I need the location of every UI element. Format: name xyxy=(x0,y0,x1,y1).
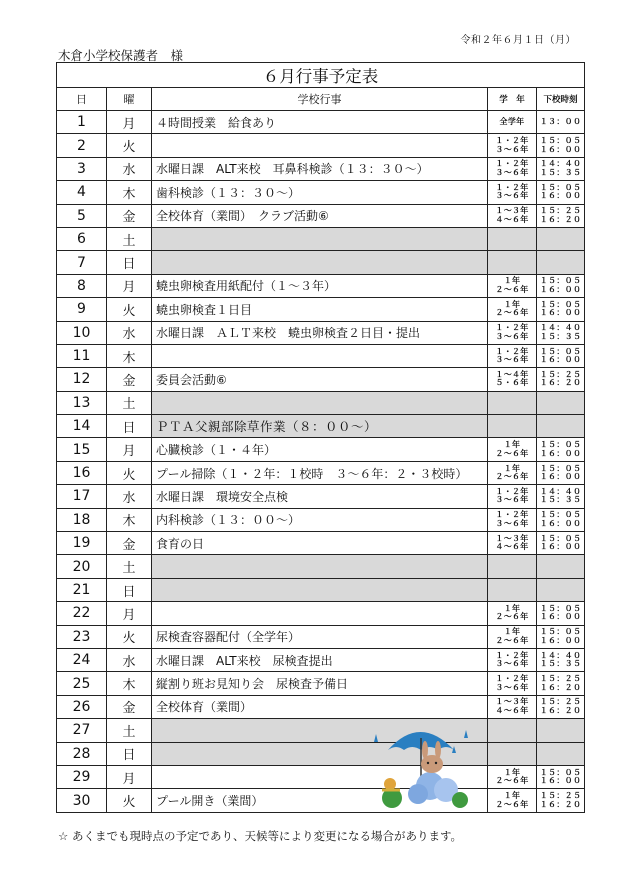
weekday-cell: 木 xyxy=(107,344,152,367)
table-row xyxy=(57,508,585,531)
dismissal-time-cell: １５：０５ １６：００ xyxy=(537,532,585,555)
dismissal-time-cell xyxy=(537,742,585,765)
day-cell: 15 xyxy=(57,438,107,461)
weekday-cell: 水 xyxy=(107,321,152,344)
table-row xyxy=(57,298,585,321)
dismissal-time-cell: １５：０５ １６：００ xyxy=(537,602,585,625)
day-cell: 5 xyxy=(57,204,107,227)
table-row xyxy=(57,765,585,788)
dismissal-time-cell: １５：０５ １６：００ xyxy=(537,765,585,788)
grade-cell: １～４年 ５・６年 xyxy=(488,368,537,391)
dismissal-time-cell xyxy=(537,227,585,250)
weekday-cell: 月 xyxy=(107,274,152,297)
day-cell: 26 xyxy=(57,695,107,718)
table-row xyxy=(57,157,585,180)
table-row xyxy=(57,742,585,765)
dismissal-time-cell: １５：２５ １６：２０ xyxy=(537,368,585,391)
event-cell: ４時間授業 給食あり xyxy=(152,111,488,134)
grade-cell xyxy=(488,391,537,414)
weekday-cell: 土 xyxy=(107,227,152,250)
dismissal-time-cell: １４：４０ １５：３５ xyxy=(537,321,585,344)
day-cell: 27 xyxy=(57,719,107,742)
rabbit-umbrella-illustration xyxy=(370,720,474,812)
grade-cell xyxy=(488,555,537,578)
table-row xyxy=(57,438,585,461)
grade-cell: １年 ２～６年 xyxy=(488,298,537,321)
weekday-cell: 水 xyxy=(107,485,152,508)
table-row xyxy=(57,227,585,250)
day-cell: 6 xyxy=(57,227,107,250)
event-cell xyxy=(152,251,488,274)
weekday-cell: 月 xyxy=(107,602,152,625)
weekday-cell: 火 xyxy=(107,134,152,157)
grade-cell xyxy=(488,251,537,274)
dismissal-time-cell: １５：２５ １６：２０ xyxy=(537,204,585,227)
event-cell: プール開き（業間） xyxy=(152,789,488,812)
table-row xyxy=(57,672,585,695)
addressee: 木倉小学校保護者 様 xyxy=(58,48,184,63)
day-cell: 19 xyxy=(57,532,107,555)
event-cell: 縦割り班お見知り会 尿検査予備日 xyxy=(152,672,488,695)
grade-cell: １年 ２～６年 xyxy=(488,461,537,484)
grade-cell xyxy=(488,578,537,601)
grade-cell: １・２年 ３～６年 xyxy=(488,672,537,695)
dismissal-time-cell xyxy=(537,415,585,438)
table-row xyxy=(57,625,585,648)
dismissal-time-cell: １５：０５ １６：００ xyxy=(537,298,585,321)
schedule-sheet xyxy=(56,62,584,813)
dismissal-time-cell: １５：０５ １６：００ xyxy=(537,508,585,531)
dismissal-time-cell: １５：０５ １６：００ xyxy=(537,438,585,461)
weekday-cell: 木 xyxy=(107,672,152,695)
grade-cell: 全学年 xyxy=(488,111,537,134)
weekday-cell: 日 xyxy=(107,578,152,601)
dismissal-time-cell xyxy=(537,719,585,742)
day-cell: 22 xyxy=(57,602,107,625)
day-cell: 23 xyxy=(57,625,107,648)
header-time: 下校時刻 xyxy=(537,88,585,111)
dismissal-time-cell: １３：００ xyxy=(537,111,585,134)
dismissal-time-cell xyxy=(537,391,585,414)
grade-cell xyxy=(488,415,537,438)
dismissal-time-cell: １５：０５ １６：００ xyxy=(537,625,585,648)
grade-cell: １～３年 ４～６年 xyxy=(488,532,537,555)
footer-note: ☆ あくまでも現時点の予定であり、天候等により変更になる場合があります。 xyxy=(58,829,463,843)
day-cell: 2 xyxy=(57,134,107,157)
umbrella-icon xyxy=(388,732,454,780)
day-cell: 30 xyxy=(57,789,107,812)
day-cell: 16 xyxy=(57,461,107,484)
dismissal-time-cell: １４：４０ １５：３５ xyxy=(537,485,585,508)
table-row xyxy=(57,274,585,297)
weekday-cell: 日 xyxy=(107,251,152,274)
event-cell: 水曜日課 ＡＬＴ来校 蟯虫卵検査２日目・提出 xyxy=(152,321,488,344)
dismissal-time-cell: １５：２５ １６：２０ xyxy=(537,695,585,718)
weekday-cell: 水 xyxy=(107,157,152,180)
event-cell: 蟯虫卵検査１日目 xyxy=(152,298,488,321)
grade-cell: １・２年 ３～６年 xyxy=(488,321,537,344)
grade-cell: １～３年 ４～６年 xyxy=(488,204,537,227)
grade-cell: １～３年 ４～６年 xyxy=(488,695,537,718)
day-cell: 20 xyxy=(57,555,107,578)
table-row xyxy=(57,368,585,391)
header-day: 日 xyxy=(57,88,107,111)
event-cell xyxy=(152,578,488,601)
dismissal-time-cell: １５：０５ １６：００ xyxy=(537,344,585,367)
table-row xyxy=(57,578,585,601)
weekday-cell: 月 xyxy=(107,765,152,788)
day-cell: 13 xyxy=(57,391,107,414)
header-event: 学校行事 xyxy=(152,88,488,111)
event-cell: 委員会活動⑥ xyxy=(152,368,488,391)
weekday-cell: 金 xyxy=(107,368,152,391)
schedule-table xyxy=(56,62,585,813)
day-cell: 8 xyxy=(57,274,107,297)
table-row xyxy=(57,461,585,484)
weekday-cell: 火 xyxy=(107,461,152,484)
day-cell: 4 xyxy=(57,181,107,204)
snail-icon xyxy=(382,778,400,790)
grade-cell: １・２年 ３～６年 xyxy=(488,181,537,204)
grade-cell xyxy=(488,227,537,250)
table-row xyxy=(57,648,585,671)
day-cell: 24 xyxy=(57,648,107,671)
header-grade: 学 年 xyxy=(488,88,537,111)
event-cell xyxy=(152,134,488,157)
table-row xyxy=(57,602,585,625)
day-cell: 25 xyxy=(57,672,107,695)
weekday-cell: 日 xyxy=(107,415,152,438)
event-cell: 全校体育（業間） xyxy=(152,695,488,718)
weekday-cell: 金 xyxy=(107,532,152,555)
table-row xyxy=(57,391,585,414)
weekday-cell: 火 xyxy=(107,298,152,321)
day-cell: 18 xyxy=(57,508,107,531)
dismissal-time-cell: １５：０５ １６：００ xyxy=(537,134,585,157)
weekday-cell: 月 xyxy=(107,438,152,461)
header-weekday: 曜 xyxy=(107,88,152,111)
grade-cell: １・２年 ３～６年 xyxy=(488,157,537,180)
weekday-cell: 木 xyxy=(107,508,152,531)
event-cell xyxy=(152,602,488,625)
weekday-cell: 木 xyxy=(107,181,152,204)
table-row xyxy=(57,251,585,274)
grade-cell: １・２年 ３～６年 xyxy=(488,344,537,367)
event-cell xyxy=(152,555,488,578)
schedule-rows xyxy=(57,111,585,813)
day-cell: 14 xyxy=(57,415,107,438)
weekday-cell: 日 xyxy=(107,742,152,765)
day-cell: 17 xyxy=(57,485,107,508)
table-row xyxy=(57,321,585,344)
weekday-cell: 土 xyxy=(107,555,152,578)
grade-cell: １年 ２～６年 xyxy=(488,765,537,788)
dismissal-time-cell: １５：０５ １６：００ xyxy=(537,181,585,204)
grade-cell: １年 ２～６年 xyxy=(488,602,537,625)
event-cell: 食育の日 xyxy=(152,532,488,555)
table-row xyxy=(57,532,585,555)
day-cell: 21 xyxy=(57,578,107,601)
event-cell: 水曜日課 ALT来校 耳鼻科検診（１３：３０～） xyxy=(152,157,488,180)
grade-cell xyxy=(488,742,537,765)
table-row xyxy=(57,415,585,438)
dismissal-time-cell: １４：４０ １５：３５ xyxy=(537,648,585,671)
table-row xyxy=(57,555,585,578)
event-cell: 水曜日課 ALT来校 尿検査提出 xyxy=(152,648,488,671)
event-cell xyxy=(152,344,488,367)
weekday-cell: 火 xyxy=(107,789,152,812)
weekday-cell: 金 xyxy=(107,204,152,227)
event-cell: 心臓検診（１・４年） xyxy=(152,438,488,461)
grade-cell: １年 ２～６年 xyxy=(488,274,537,297)
weekday-cell: 水 xyxy=(107,648,152,671)
table-row xyxy=(57,789,585,812)
event-cell: プール掃除（１・２年：１校時 ３～６年：２・３校時） xyxy=(152,461,488,484)
dismissal-time-cell: １５：２５ １６：２０ xyxy=(537,672,585,695)
day-cell: 10 xyxy=(57,321,107,344)
event-cell: 歯科検診（１３：３０～） xyxy=(152,181,488,204)
event-cell: 全校体育（業間） クラブ活動⑥ xyxy=(152,204,488,227)
table-row xyxy=(57,695,585,718)
day-cell: 1 xyxy=(57,111,107,134)
weekday-cell: 月 xyxy=(107,111,152,134)
dismissal-time-cell xyxy=(537,251,585,274)
weekday-cell: 土 xyxy=(107,719,152,742)
weekday-cell: 土 xyxy=(107,391,152,414)
table-row xyxy=(57,181,585,204)
table-title: ６月行事予定表 xyxy=(57,63,585,88)
weekday-cell: 火 xyxy=(107,625,152,648)
grade-cell: １・２年 ３～６年 xyxy=(488,508,537,531)
issue-date: 令和２年６月１日（月） xyxy=(460,35,576,46)
table-row xyxy=(57,111,585,134)
grade-cell xyxy=(488,719,537,742)
dismissal-time-cell: １４：４０ １５：３５ xyxy=(537,157,585,180)
event-cell: 尿検査容器配付（全学年） xyxy=(152,625,488,648)
event-cell xyxy=(152,227,488,250)
grade-cell: １・２年 ３～６年 xyxy=(488,648,537,671)
grade-cell: １年 ２～６年 xyxy=(488,625,537,648)
grade-cell: １・２年 ３～６年 xyxy=(488,485,537,508)
event-cell: ＰＴＡ父親部除草作業（８：００～） xyxy=(152,415,488,438)
day-cell: 11 xyxy=(57,344,107,367)
day-cell: 3 xyxy=(57,157,107,180)
day-cell: 28 xyxy=(57,742,107,765)
event-cell: 蟯虫卵検査用紙配付（１～３年） xyxy=(152,274,488,297)
day-cell: 12 xyxy=(57,368,107,391)
dismissal-time-cell: １５：０５ １６：００ xyxy=(537,274,585,297)
grade-cell: １年 ２～６年 xyxy=(488,438,537,461)
table-row xyxy=(57,134,585,157)
dismissal-time-cell xyxy=(537,555,585,578)
day-cell: 29 xyxy=(57,765,107,788)
event-cell: 水曜日課 環境安全点検 xyxy=(152,485,488,508)
weekday-cell: 金 xyxy=(107,695,152,718)
event-cell: 内科検診（１３：００～） xyxy=(152,508,488,531)
dismissal-time-cell xyxy=(537,578,585,601)
dismissal-time-cell: １５：２５ １６：２０ xyxy=(537,789,585,812)
table-row xyxy=(57,344,585,367)
grade-cell: １年 ２～６年 xyxy=(488,789,537,812)
day-cell: 7 xyxy=(57,251,107,274)
table-row xyxy=(57,485,585,508)
day-cell: 9 xyxy=(57,298,107,321)
event-cell xyxy=(152,391,488,414)
grade-cell: １・２年 ３～６年 xyxy=(488,134,537,157)
table-row xyxy=(57,719,585,742)
table-row xyxy=(57,204,585,227)
dismissal-time-cell: １５：０５ １６：００ xyxy=(537,461,585,484)
